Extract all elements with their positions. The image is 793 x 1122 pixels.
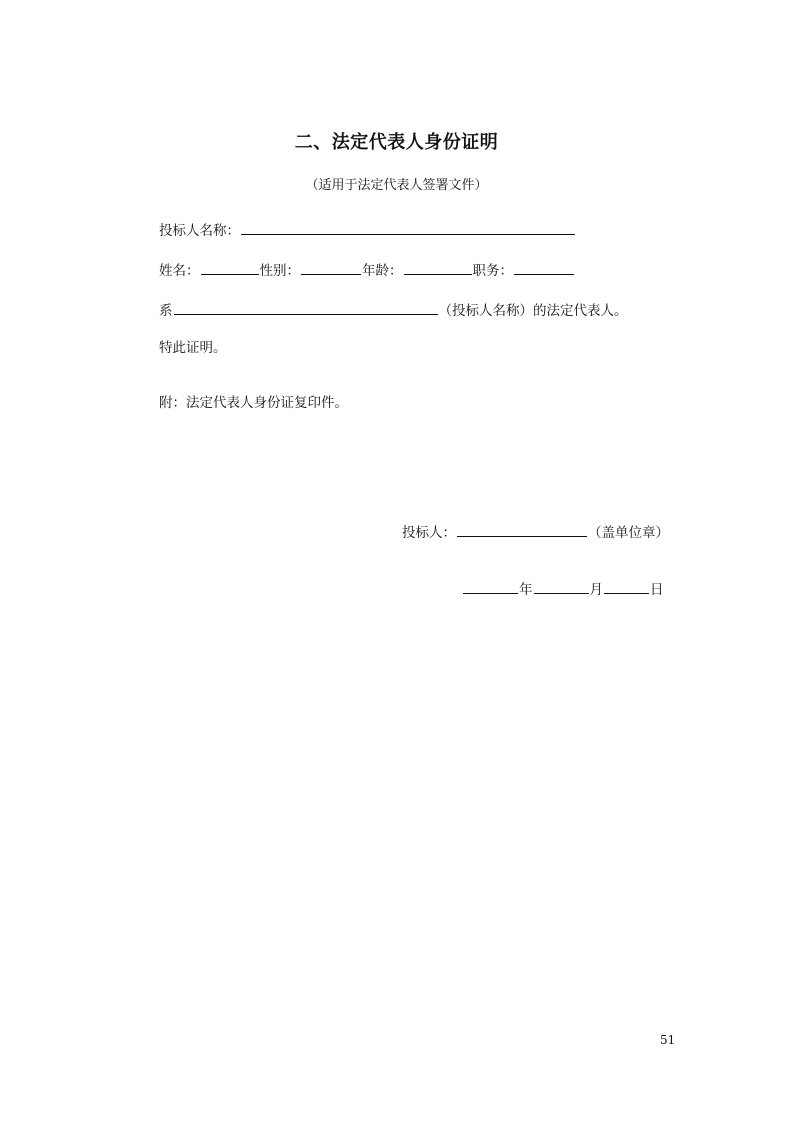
- position-blank[interactable]: [514, 260, 574, 275]
- year-label: 年: [519, 582, 533, 598]
- name-label: 姓名：: [159, 263, 200, 279]
- name-blank[interactable]: [201, 260, 259, 275]
- gender-blank[interactable]: [301, 260, 361, 275]
- prefix-xi: 系: [159, 303, 173, 319]
- bidder-name-row: [159, 220, 576, 240]
- attachment-text: 附：法定代表人身份证复印件。: [159, 395, 348, 411]
- seal-note: （盖单位章）: [588, 525, 669, 541]
- page-title: 二、法定代表人身份证明: [294, 132, 499, 153]
- personal-info-row: [159, 260, 575, 280]
- month-blank[interactable]: [534, 579, 589, 594]
- page-subtitle: （适用于法定代表人签署文件）: [305, 178, 488, 193]
- age-label: 年龄：: [362, 263, 403, 279]
- certify-text: 特此证明。: [159, 340, 227, 356]
- age-blank[interactable]: [404, 260, 472, 275]
- day-label: 日: [650, 582, 664, 598]
- month-label: 月: [589, 582, 603, 598]
- legal-rep-suffix: 的法定代表人。: [533, 303, 628, 319]
- bidder-signature-blank[interactable]: [457, 522, 587, 537]
- legal-rep-row: [159, 300, 628, 320]
- day-blank[interactable]: [604, 579, 649, 594]
- position-label: 职务：: [472, 263, 513, 279]
- gender-label: 性别：: [259, 263, 300, 279]
- date-row: [462, 579, 664, 599]
- year-blank[interactable]: [463, 579, 518, 594]
- company-name-blank[interactable]: [174, 300, 438, 315]
- bidder-name-paren: （投标人名称）: [438, 303, 533, 319]
- bidder-name-blank[interactable]: [241, 220, 575, 235]
- page-number: 51: [660, 1033, 676, 1047]
- bidder-name-label: 投标人名称：: [159, 223, 240, 239]
- signature-row: [402, 522, 669, 542]
- bidder-signature-label: 投标人：: [402, 525, 456, 541]
